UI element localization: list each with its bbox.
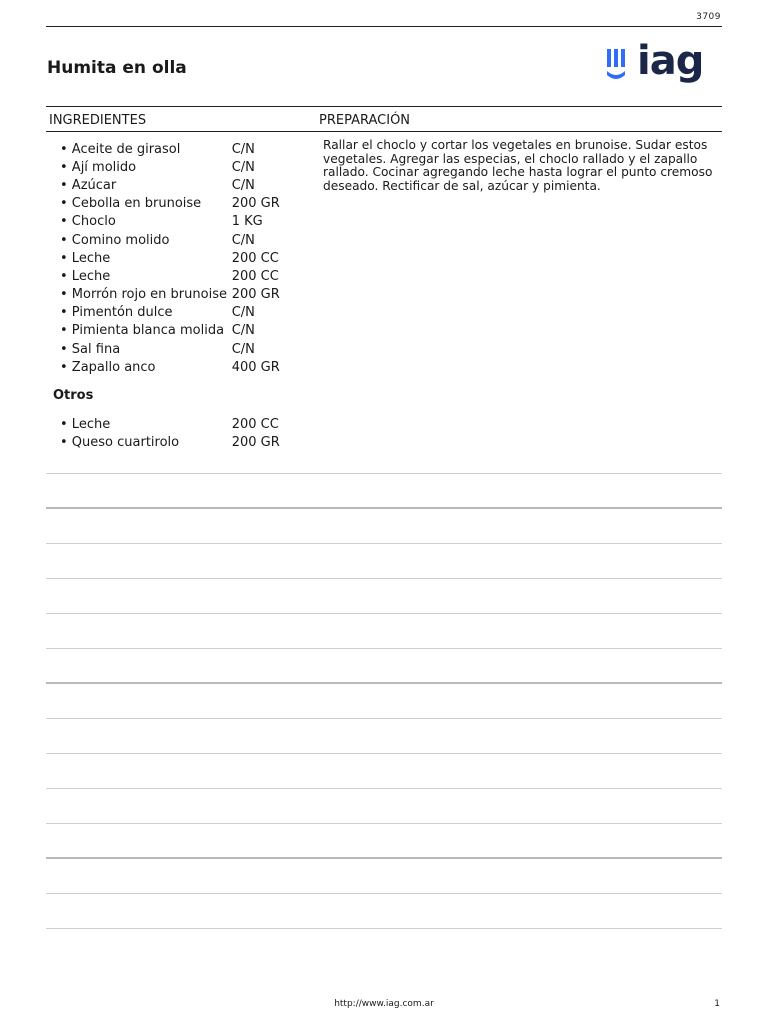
preparation-text: Rallar el choclo y cortar los vegetales en brunoise. Sudar estos vegetales. Agregar las especias, el choclo rallado y el zapallo rallado. Cocinar agregando leche hasta lograr el punto cremoso deseado. Rectificar de sal, azúcar y pimienta. [323,138,713,193]
note-line [46,507,722,509]
ingredient-row [60,176,300,194]
ingredient-row [60,140,300,158]
ingredient-qty: C/N [231,323,255,339]
note-line [46,543,722,544]
ingredient-row [60,267,300,285]
ingredients-header: INGREDIENTES [49,113,147,128]
ingredient-qty: C/N [231,341,255,357]
note-line [46,473,722,474]
ingredient-name: • Leche [60,416,111,432]
others-list [60,415,300,451]
ingredient-qty: C/N [231,177,255,193]
others-group-label: Otros [53,388,94,403]
note-line [46,753,722,754]
ingredient-row [60,231,300,249]
logo-text: iag [637,38,704,84]
ingredient-qty: 200 GR [231,434,280,450]
ingredient-qty: 400 GR [231,359,280,375]
iag-logo [606,38,706,90]
ingredient-qty: C/N [231,141,255,157]
note-line [46,648,722,649]
ingredient-name: • Ají molido [60,159,137,175]
ingredient-row [60,195,300,213]
ingredient-name: • Zapallo anco [60,359,156,375]
ingredient-name: • Leche [60,250,111,266]
ingredient-qty: C/N [231,305,255,321]
ingredient-name: • Leche [60,268,111,284]
note-line [46,788,722,789]
ingredient-qty: 200 CC [231,250,279,266]
note-line [46,578,722,579]
ingredient-name: • Comino molido [60,232,170,248]
ingredient-name: • Cebolla en brunoise [60,196,202,212]
columns-rule [46,131,722,132]
top-rule [46,26,722,27]
note-line [46,893,722,894]
ingredient-name: • Azúcar [60,177,117,193]
ingredient-row [60,304,300,322]
ingredient-name: • Pimentón dulce [60,305,173,321]
ingredient-qty: 200 CC [231,416,279,432]
ingredient-qty: C/N [231,232,255,248]
recipe-number: 3709 [696,12,721,22]
ingredient-name: • Aceite de girasol [60,141,181,157]
ingredient-name: • Queso cuartirolo [60,434,180,450]
note-line [46,823,722,824]
ingredient-row [60,249,300,267]
ingredient-name: • Pimienta blanca molida [60,323,225,339]
logo-mark-icon [606,47,634,83]
ingredient-row [60,340,300,358]
ingredient-row [60,358,300,376]
ingredient-name: • Morrón rojo en brunoise [60,287,227,303]
footer-url[interactable]: http://www.iag.com.ar [334,999,434,1009]
note-line [46,928,722,929]
note-line [46,857,722,859]
ingredient-name: • Sal fina [60,341,121,357]
ingredient-name: • Choclo [60,214,116,230]
ingredient-row [60,433,300,451]
note-line [46,613,722,614]
ingredient-qty: 1 KG [231,214,263,230]
header-rule [46,106,722,107]
preparation-header: PREPARACIÓN [319,113,411,128]
ingredient-row [60,322,300,340]
ingredient-row [60,286,300,304]
ingredients-list [60,140,300,376]
ingredient-row [60,213,300,231]
ingredient-qty: 200 CC [231,268,279,284]
footer-page-number: 1 [714,999,720,1009]
ingredient-qty: C/N [231,159,255,175]
ingredient-qty: 200 GR [231,287,280,303]
note-line [46,682,722,684]
ingredient-qty: 200 GR [231,196,280,212]
ingredient-row [60,415,300,433]
page-title: Humita en olla [47,58,187,78]
ingredient-row [60,158,300,176]
note-line [46,718,722,719]
